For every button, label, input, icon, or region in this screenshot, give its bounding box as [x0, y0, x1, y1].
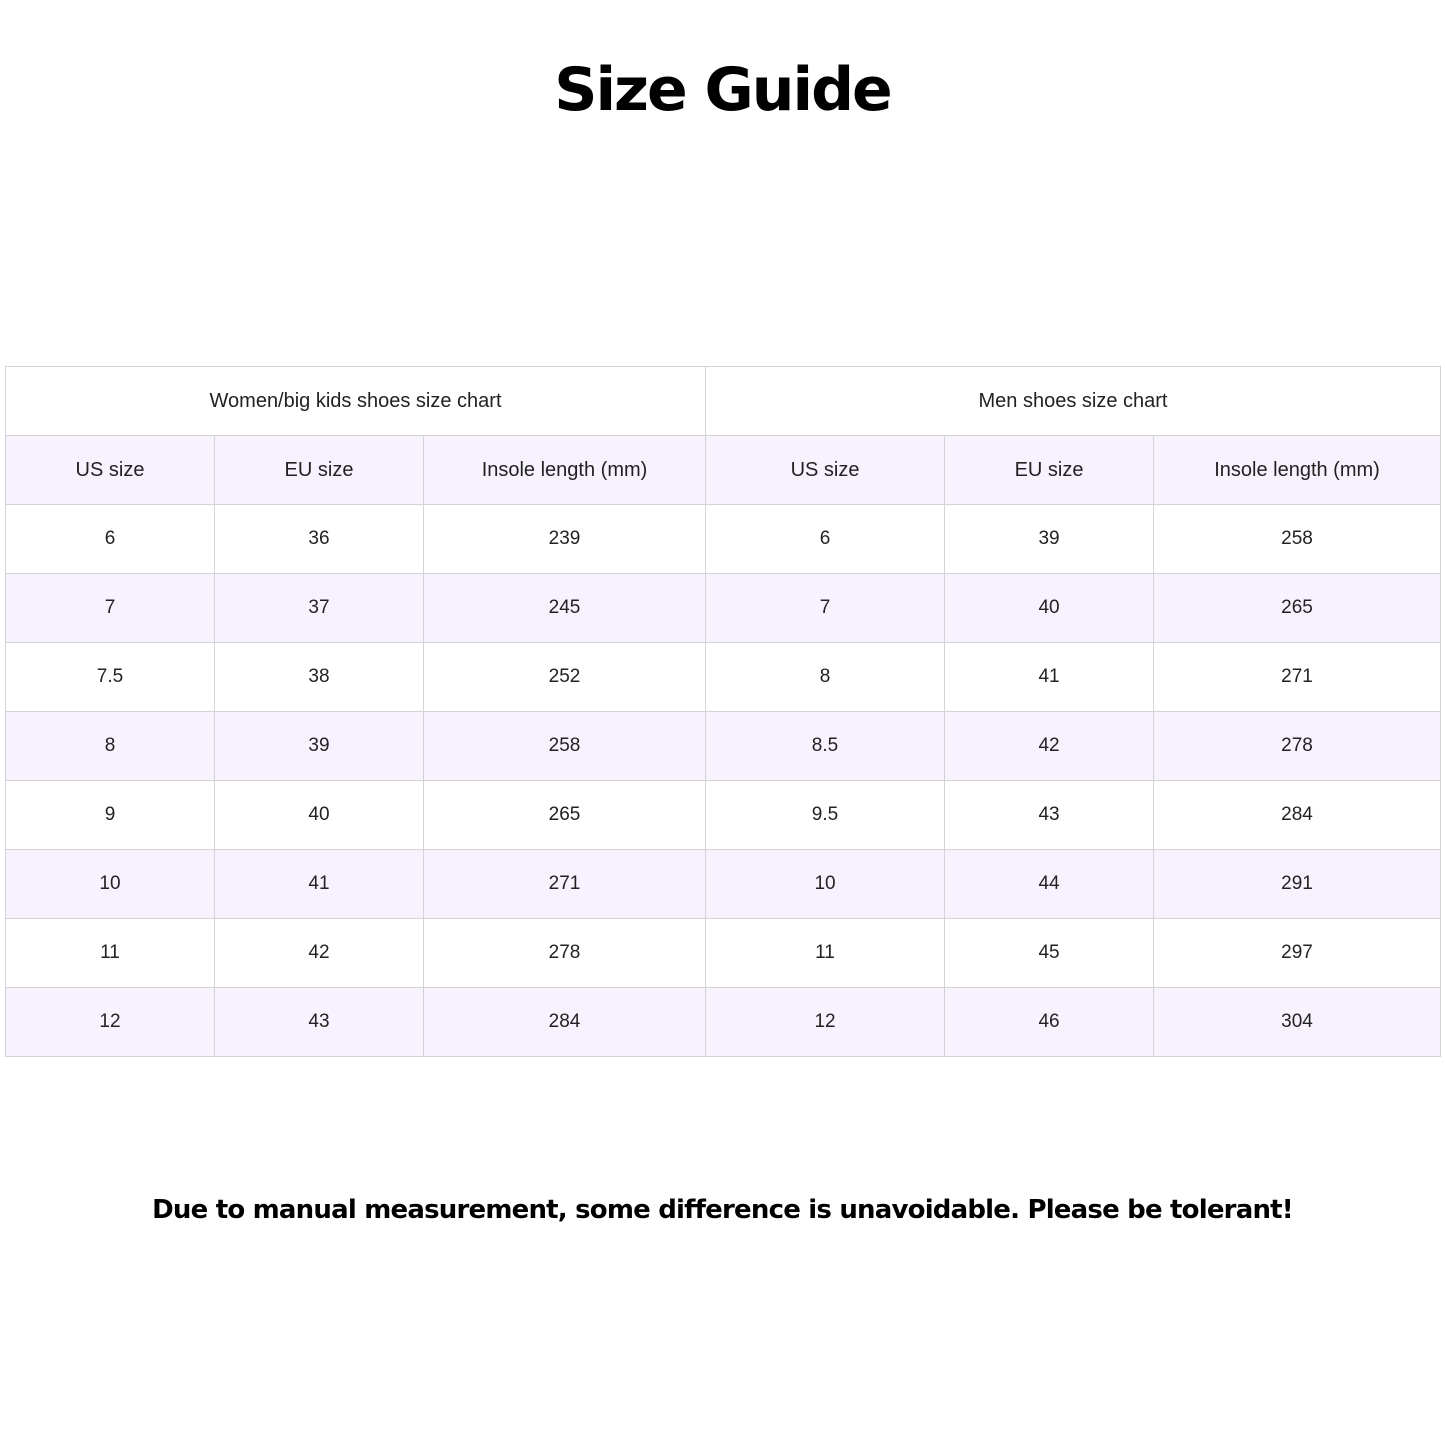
size-chart-table	[5, 366, 1441, 1057]
men-us-size-cell: 11	[706, 919, 945, 988]
women-insole-length-cell: 271	[424, 850, 706, 919]
table-row	[6, 850, 1441, 919]
men-insole-length-cell: 284	[1154, 781, 1441, 850]
column-header-row	[6, 436, 1441, 505]
measurement-disclaimer: Due to manual measurement, some difference is unavoidable. Please be tolerant!	[152, 1195, 1293, 1225]
women-eu-size-cell: 41	[215, 850, 424, 919]
women-insole-length-cell: 258	[424, 712, 706, 781]
women-us-size-cell: 8	[6, 712, 215, 781]
women-us-size-cell: 7	[6, 574, 215, 643]
women-eu-size-cell: 36	[215, 505, 424, 574]
men-us-size-cell: 8.5	[706, 712, 945, 781]
men-us-size-cell: 8	[706, 643, 945, 712]
men-insole-length-cell: 297	[1154, 919, 1441, 988]
table-row	[6, 781, 1441, 850]
men-insole-length-cell: 258	[1154, 505, 1441, 574]
women-insole-length-cell: 245	[424, 574, 706, 643]
women-eu-size-cell: 39	[215, 712, 424, 781]
men-us-size-cell: 7	[706, 574, 945, 643]
men-chart-title: Men shoes size chart	[706, 367, 1441, 436]
women-us-size-cell: 7.5	[6, 643, 215, 712]
group-header-row	[6, 367, 1441, 436]
men-us-size-cell: 10	[706, 850, 945, 919]
men-eu-size-cell: 40	[945, 574, 1154, 643]
men-eu-size-cell: 44	[945, 850, 1154, 919]
women-insole-length-cell: 278	[424, 919, 706, 988]
men-eu-size-header: EU size	[945, 436, 1154, 505]
men-eu-size-cell: 43	[945, 781, 1154, 850]
women-eu-size-header: EU size	[215, 436, 424, 505]
men-insole-length-cell: 291	[1154, 850, 1441, 919]
women-us-size-cell: 9	[6, 781, 215, 850]
women-us-size-cell: 6	[6, 505, 215, 574]
women-eu-size-cell: 43	[215, 988, 424, 1057]
men-us-size-cell: 6	[706, 505, 945, 574]
women-eu-size-cell: 38	[215, 643, 424, 712]
women-insole-length-header: Insole length (mm)	[424, 436, 706, 505]
men-eu-size-cell: 45	[945, 919, 1154, 988]
table-row	[6, 505, 1441, 574]
men-insole-length-header: Insole length (mm)	[1154, 436, 1441, 505]
women-insole-length-cell: 252	[424, 643, 706, 712]
table-row	[6, 643, 1441, 712]
women-insole-length-cell: 284	[424, 988, 706, 1057]
table-row	[6, 919, 1441, 988]
women-insole-length-cell: 239	[424, 505, 706, 574]
men-us-size-cell: 9.5	[706, 781, 945, 850]
women-us-size-cell: 11	[6, 919, 215, 988]
women-eu-size-cell: 42	[215, 919, 424, 988]
men-eu-size-cell: 41	[945, 643, 1154, 712]
table-row	[6, 574, 1441, 643]
women-us-size-cell: 12	[6, 988, 215, 1057]
men-eu-size-cell: 46	[945, 988, 1154, 1057]
men-insole-length-cell: 304	[1154, 988, 1441, 1057]
women-chart-title: Women/big kids shoes size chart	[6, 367, 706, 436]
men-us-size-header: US size	[706, 436, 945, 505]
women-us-size-header: US size	[6, 436, 215, 505]
page-title: Size Guide	[554, 55, 891, 125]
men-us-size-cell: 12	[706, 988, 945, 1057]
women-us-size-cell: 10	[6, 850, 215, 919]
women-eu-size-cell: 37	[215, 574, 424, 643]
table-row	[6, 712, 1441, 781]
men-insole-length-cell: 265	[1154, 574, 1441, 643]
men-eu-size-cell: 39	[945, 505, 1154, 574]
women-insole-length-cell: 265	[424, 781, 706, 850]
table-row	[6, 988, 1441, 1057]
men-eu-size-cell: 42	[945, 712, 1154, 781]
women-eu-size-cell: 40	[215, 781, 424, 850]
men-insole-length-cell: 271	[1154, 643, 1441, 712]
men-insole-length-cell: 278	[1154, 712, 1441, 781]
